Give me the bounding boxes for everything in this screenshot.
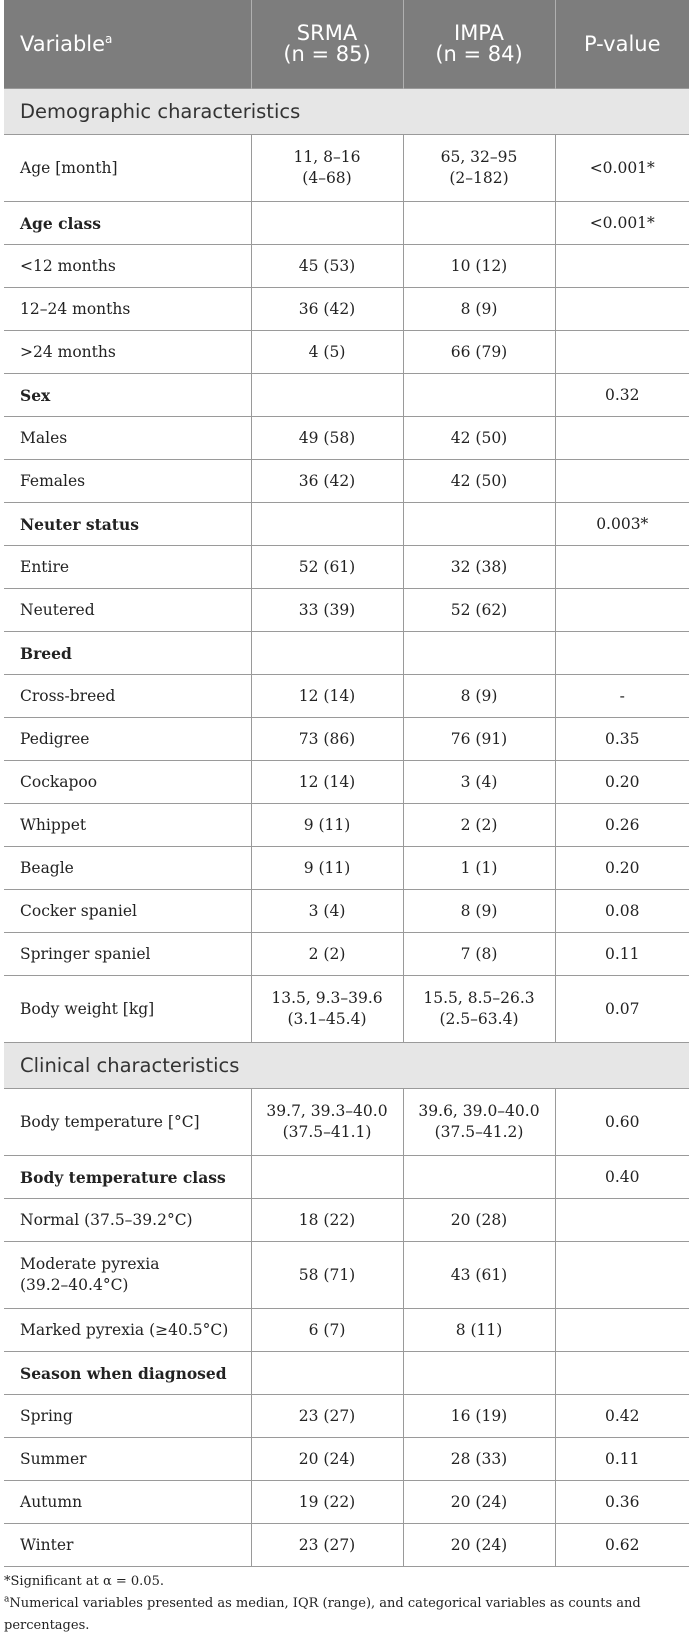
cell-srma-line: (3.1–45.4) xyxy=(287,1010,367,1028)
cell-impa: 32 (38) xyxy=(403,546,555,589)
table-row xyxy=(4,1395,689,1438)
cell-srma: 33 (39) xyxy=(251,589,403,632)
cell-impa: 1 (1) xyxy=(403,847,555,890)
cell-pvalue xyxy=(555,589,689,632)
row-label: Cross-breed xyxy=(4,675,251,718)
table-row xyxy=(4,1481,689,1524)
table-row xyxy=(4,804,689,847)
cell-pvalue: 0.26 xyxy=(555,804,689,847)
row-label: Females xyxy=(4,460,251,503)
footnote-a: $^a$Numerical variables presented as median, IQR (range), and categorical variables as counts and percentages. xyxy=(4,1594,641,1633)
cell-pvalue: 0.20 xyxy=(555,847,689,890)
cell-impa: 8 (9) xyxy=(403,675,555,718)
cell-srma: 9 (11) xyxy=(251,847,403,890)
table-row xyxy=(4,374,689,417)
cell-pvalue: 0.36 xyxy=(555,1481,689,1524)
table-row xyxy=(4,1524,689,1567)
cell-impa: 16 (19) xyxy=(403,1395,555,1438)
row-label: Age [month] xyxy=(4,135,251,202)
header-pvalue: P-value xyxy=(555,0,689,89)
cell-impa: 42 (50) xyxy=(403,417,555,460)
cell-srma: 4 (5) xyxy=(251,331,403,374)
row-label: Winter xyxy=(4,1524,251,1567)
section-header-row xyxy=(4,1043,689,1089)
cell-srma: 73 (86) xyxy=(251,718,403,761)
row-label: 12–24 months xyxy=(4,288,251,331)
section-title: Clinical characteristics xyxy=(4,1043,689,1089)
cell-pvalue: 0.35 xyxy=(555,718,689,761)
cell-srma: 49 (58) xyxy=(251,417,403,460)
row-label: Age class xyxy=(4,202,251,245)
row-label: Autumn xyxy=(4,1481,251,1524)
cell-impa xyxy=(403,976,555,1043)
cell-srma: 58 (71) xyxy=(251,1242,403,1309)
cell-srma-line: (4–68) xyxy=(302,169,352,187)
table-row xyxy=(4,675,689,718)
cell-srma xyxy=(251,374,403,417)
table-row xyxy=(4,890,689,933)
table-row xyxy=(4,1089,689,1156)
cell-srma: 3 (4) xyxy=(251,890,403,933)
cell-pvalue: 0.11 xyxy=(555,1438,689,1481)
cell-pvalue xyxy=(555,245,689,288)
cell-srma xyxy=(251,1352,403,1395)
header-srma: SRMA (n = 85) xyxy=(251,0,403,89)
header-variable: Variable$^a$ xyxy=(4,0,251,89)
table-row xyxy=(4,847,689,890)
section-header-row xyxy=(4,89,689,135)
cell-srma xyxy=(251,1156,403,1199)
cell-impa-line: 65, 32–95 xyxy=(440,148,518,166)
table-row xyxy=(4,135,689,202)
cell-srma-line: 39.7, 39.3–40.0 xyxy=(266,1102,388,1120)
row-label: Spring xyxy=(4,1395,251,1438)
cell-impa: 20 (28) xyxy=(403,1199,555,1242)
row-label: <12 months xyxy=(4,245,251,288)
table-row xyxy=(4,331,689,374)
cell-srma: 36 (42) xyxy=(251,460,403,503)
cell-pvalue: <0.001* xyxy=(555,202,689,245)
cell-pvalue xyxy=(555,331,689,374)
row-label: Beagle xyxy=(4,847,251,890)
cell-pvalue: 0.08 xyxy=(555,890,689,933)
cell-srma-line: 11, 8–16 xyxy=(293,148,361,166)
row-label: Summer xyxy=(4,1438,251,1481)
table-row xyxy=(4,288,689,331)
cell-impa: 8 (9) xyxy=(403,288,555,331)
cell-impa-line: (2–182) xyxy=(449,169,509,187)
cell-pvalue xyxy=(555,546,689,589)
cell-srma xyxy=(251,503,403,546)
cell-pvalue xyxy=(555,1309,689,1352)
cell-pvalue xyxy=(555,460,689,503)
section-title: Demographic characteristics xyxy=(4,89,689,135)
cell-srma: 45 (53) xyxy=(251,245,403,288)
cell-impa xyxy=(403,1089,555,1156)
cell-impa: 20 (24) xyxy=(403,1481,555,1524)
table-row xyxy=(4,1438,689,1481)
cell-srma: 12 (14) xyxy=(251,675,403,718)
row-label: Normal (37.5–39.2°C) xyxy=(4,1199,251,1242)
cell-srma: 18 (22) xyxy=(251,1199,403,1242)
cell-srma: 23 (27) xyxy=(251,1395,403,1438)
cell-srma xyxy=(251,632,403,675)
table-row xyxy=(4,1242,689,1309)
row-label: Body weight [kg] xyxy=(4,976,251,1043)
table-row xyxy=(4,245,689,288)
table-row xyxy=(4,589,689,632)
cell-pvalue xyxy=(555,1242,689,1309)
row-label: Sex xyxy=(4,374,251,417)
row-label: Breed xyxy=(4,632,251,675)
cell-impa xyxy=(403,374,555,417)
cell-srma: 20 (24) xyxy=(251,1438,403,1481)
cell-impa: 10 (12) xyxy=(403,245,555,288)
cell-impa: 43 (61) xyxy=(403,1242,555,1309)
cell-impa: 3 (4) xyxy=(403,761,555,804)
row-label: Cocker spaniel xyxy=(4,890,251,933)
cell-srma-line: (37.5–41.1) xyxy=(282,1123,372,1141)
cell-pvalue: 0.32 xyxy=(555,374,689,417)
cell-pvalue: 0.07 xyxy=(555,976,689,1043)
cell-impa xyxy=(403,1352,555,1395)
cell-impa-line: (37.5–41.2) xyxy=(434,1123,524,1141)
cell-srma: 9 (11) xyxy=(251,804,403,847)
data-table xyxy=(4,0,689,1567)
cell-srma xyxy=(251,1089,403,1156)
row-label xyxy=(4,1242,251,1309)
table-row xyxy=(4,976,689,1043)
row-label-line: Moderate pyrexia xyxy=(20,1255,160,1273)
row-label-line: (39.2–40.4°C) xyxy=(20,1276,129,1294)
table-row xyxy=(4,1309,689,1352)
cell-impa-line: 15.5, 8.5–26.3 xyxy=(423,989,535,1007)
row-label: Neutered xyxy=(4,589,251,632)
table-row xyxy=(4,417,689,460)
table-footnotes xyxy=(4,1571,689,1637)
cell-impa: 20 (24) xyxy=(403,1524,555,1567)
cell-impa: 66 (79) xyxy=(403,331,555,374)
cell-impa: 76 (91) xyxy=(403,718,555,761)
cell-srma: 52 (61) xyxy=(251,546,403,589)
cell-impa-line: 39.6, 39.0–40.0 xyxy=(418,1102,540,1120)
cell-impa: 8 (11) xyxy=(403,1309,555,1352)
cell-impa: 8 (9) xyxy=(403,890,555,933)
cell-pvalue: 0.40 xyxy=(555,1156,689,1199)
cell-srma: 36 (42) xyxy=(251,288,403,331)
cell-impa: 2 (2) xyxy=(403,804,555,847)
cell-pvalue: <0.001* xyxy=(555,135,689,202)
cell-srma: 6 (7) xyxy=(251,1309,403,1352)
cell-impa xyxy=(403,202,555,245)
row-label: Pedigree xyxy=(4,718,251,761)
cell-srma: 2 (2) xyxy=(251,933,403,976)
cell-srma xyxy=(251,202,403,245)
cell-pvalue xyxy=(555,417,689,460)
cell-pvalue: 0.003* xyxy=(555,503,689,546)
row-label: Entire xyxy=(4,546,251,589)
header-impa: IMPA (n = 84) xyxy=(403,0,555,89)
cell-pvalue xyxy=(555,1352,689,1395)
table-row xyxy=(4,460,689,503)
table-row xyxy=(4,546,689,589)
row-label: Body temperature [°C] xyxy=(4,1089,251,1156)
cell-impa xyxy=(403,135,555,202)
cell-impa: 28 (33) xyxy=(403,1438,555,1481)
row-label: >24 months xyxy=(4,331,251,374)
cell-impa xyxy=(403,1156,555,1199)
row-label: Body temperature class xyxy=(4,1156,251,1199)
cell-srma-line: 13.5, 9.3–39.6 xyxy=(271,989,383,1007)
cell-pvalue: 0.11 xyxy=(555,933,689,976)
table-row xyxy=(4,761,689,804)
cell-srma: 19 (22) xyxy=(251,1481,403,1524)
table-container xyxy=(4,0,689,1637)
table-row xyxy=(4,1156,689,1199)
table-row xyxy=(4,933,689,976)
table-row xyxy=(4,718,689,761)
cell-pvalue: 0.20 xyxy=(555,761,689,804)
cell-impa: 42 (50) xyxy=(403,460,555,503)
cell-srma: 12 (14) xyxy=(251,761,403,804)
cell-pvalue: 0.62 xyxy=(555,1524,689,1567)
table-row xyxy=(4,1352,689,1395)
cell-impa xyxy=(403,632,555,675)
cell-impa xyxy=(403,503,555,546)
row-label: Whippet xyxy=(4,804,251,847)
cell-pvalue: 0.42 xyxy=(555,1395,689,1438)
table-row xyxy=(4,503,689,546)
cell-srma: 23 (27) xyxy=(251,1524,403,1567)
cell-pvalue xyxy=(555,1199,689,1242)
row-label: Cockapoo xyxy=(4,761,251,804)
table-header xyxy=(4,0,689,89)
cell-pvalue xyxy=(555,632,689,675)
row-label: Season when diagnosed xyxy=(4,1352,251,1395)
cell-impa: 7 (8) xyxy=(403,933,555,976)
cell-srma xyxy=(251,135,403,202)
row-label: Males xyxy=(4,417,251,460)
table-row xyxy=(4,1199,689,1242)
table-row xyxy=(4,202,689,245)
cell-impa: 52 (62) xyxy=(403,589,555,632)
row-label: Neuter status xyxy=(4,503,251,546)
table-row xyxy=(4,632,689,675)
footnote-significance: *Significant at α = 0.05. xyxy=(4,1574,164,1589)
table-body xyxy=(4,89,689,1567)
row-label: Marked pyrexia (≥40.5°C) xyxy=(4,1309,251,1352)
cell-impa-line: (2.5–63.4) xyxy=(439,1010,519,1028)
cell-srma xyxy=(251,976,403,1043)
row-label: Springer spaniel xyxy=(4,933,251,976)
cell-pvalue: 0.60 xyxy=(555,1089,689,1156)
cell-pvalue: - xyxy=(555,675,689,718)
cell-pvalue xyxy=(555,288,689,331)
